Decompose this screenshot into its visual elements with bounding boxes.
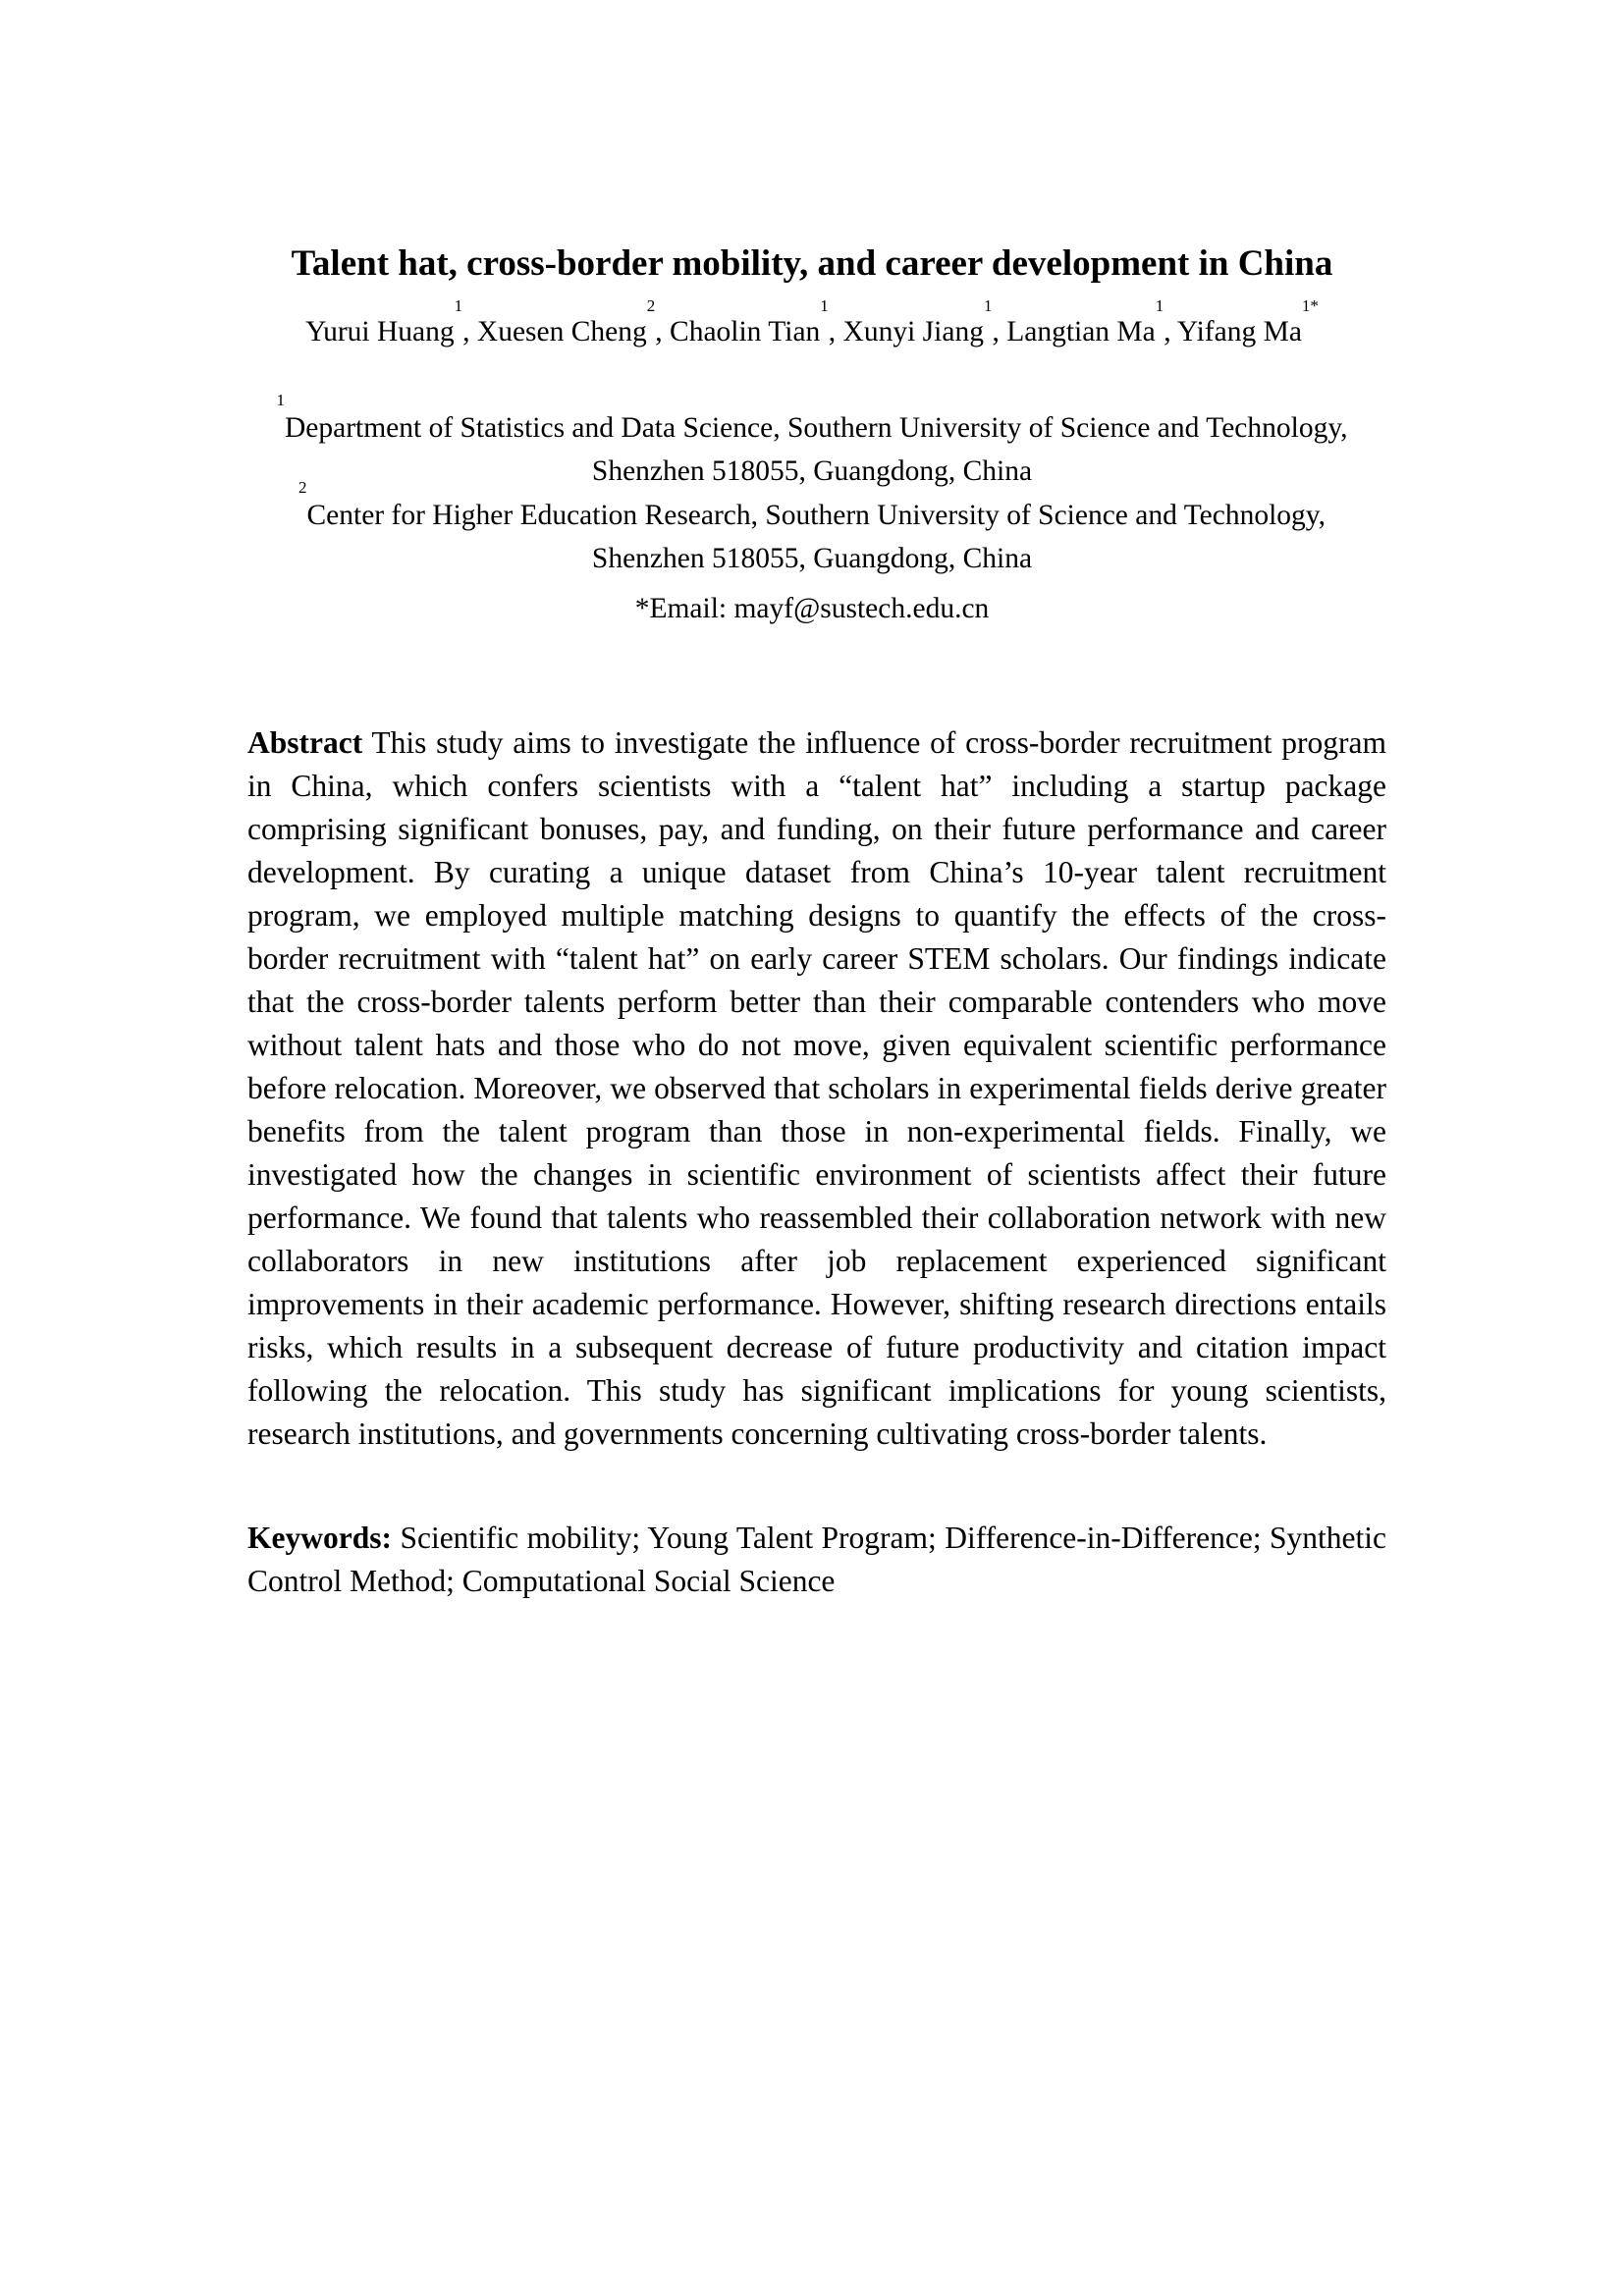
paper-title: Talent hat, cross-border mobility, and career development in China: [291, 243, 1333, 284]
keywords-paragraph: [247, 1517, 1386, 1603]
author: [476, 296, 671, 347]
affiliation-line: Department of Statistics and Data Science, Southern University of Science and Technology,: [284, 412, 1348, 444]
author: [1006, 296, 1177, 347]
author-name: Xunyi Jiang: [842, 316, 984, 347]
author-name: Xuesen Cheng: [476, 316, 647, 347]
author: [842, 296, 1007, 347]
abstract-paragraph: [247, 721, 1386, 1456]
affiliation-2: [147, 478, 1477, 580]
author-name: Langtian Ma: [1006, 316, 1156, 347]
author-affiliation-mark: 1: [820, 296, 829, 315]
author-separator: ,: [992, 316, 1007, 347]
author: [670, 296, 843, 347]
author-separator: ,: [655, 316, 671, 347]
corresponding-email: *Email: mayf@sustech.edu.cn: [634, 593, 990, 624]
affiliation-1: [147, 391, 1477, 493]
affiliation-line: Shenzhen 518055, Guangdong, China: [591, 455, 1033, 487]
abstract-label: Abstract: [247, 725, 363, 760]
author-list: [147, 296, 1477, 351]
author-affiliation-mark: 1*: [1301, 296, 1319, 315]
author-separator: ,: [828, 316, 843, 347]
author-affiliation-mark: 2: [646, 296, 656, 315]
keywords-label: Keywords:: [247, 1521, 392, 1555]
author-name: Yifang Ma: [1176, 316, 1302, 347]
author-name: Chaolin Tian: [670, 316, 821, 347]
abstract-text: This study aims to investigate the influence of cross-border recruitment program in China, which confers scientists with a “talent hat” including a startup package comprising significant bonuses, pay, and funding, on their future performance and career development. By curating a unique dataset from China’s 10-year talent recruitment program, we employed multiple matching designs to quantify the effects of the cross-border recruitment with “talent hat” on early career STEM scholars. Our findings indicate that the cross-border talents perform better than their comparable contenders who move without talent hats and those who do not move, given equivalent scientific performance before relocation. Moreover, we observed that scholars in experimental fields derive greater benefits from the talent program than those in non-experimental fields. Finally, we investigated how the changes in scientific environment of scientists affect their future performance. We found that talents who reassembled their collaboration network with new collaborators in new institutions after job replacement experienced significant improvements in their academic performance. However, shifting research directions entails risks, which results in a subsequent decrease of future productivity and citation impact following the relocation. This study has significant implications for young scientists, research institutions, and governments concerning cultivating cross-border talents.: [247, 725, 1386, 1451]
author-name: Yurui Huang: [305, 316, 455, 347]
affiliation-line: Shenzhen 518055, Guangdong, China: [591, 543, 1033, 574]
author-affiliation-mark: 1: [1155, 296, 1164, 315]
author-separator: ,: [1164, 316, 1177, 347]
author: [305, 296, 477, 347]
keywords-text: Scientific mobility; Young Talent Program; Difference-in-Difference; Synthetic Control Method; Computational Social Science: [247, 1521, 1387, 1598]
affiliation-mark: 1: [276, 391, 285, 409]
affiliation-line: Center for Higher Education Research, Southern University of Science and Technology,: [306, 500, 1326, 531]
author-separator: ,: [462, 316, 477, 347]
author-affiliation-mark: 1: [983, 296, 993, 315]
author: [1176, 296, 1319, 347]
affiliation-mark: 2: [298, 478, 307, 497]
author-affiliation-mark: 1: [454, 296, 463, 315]
